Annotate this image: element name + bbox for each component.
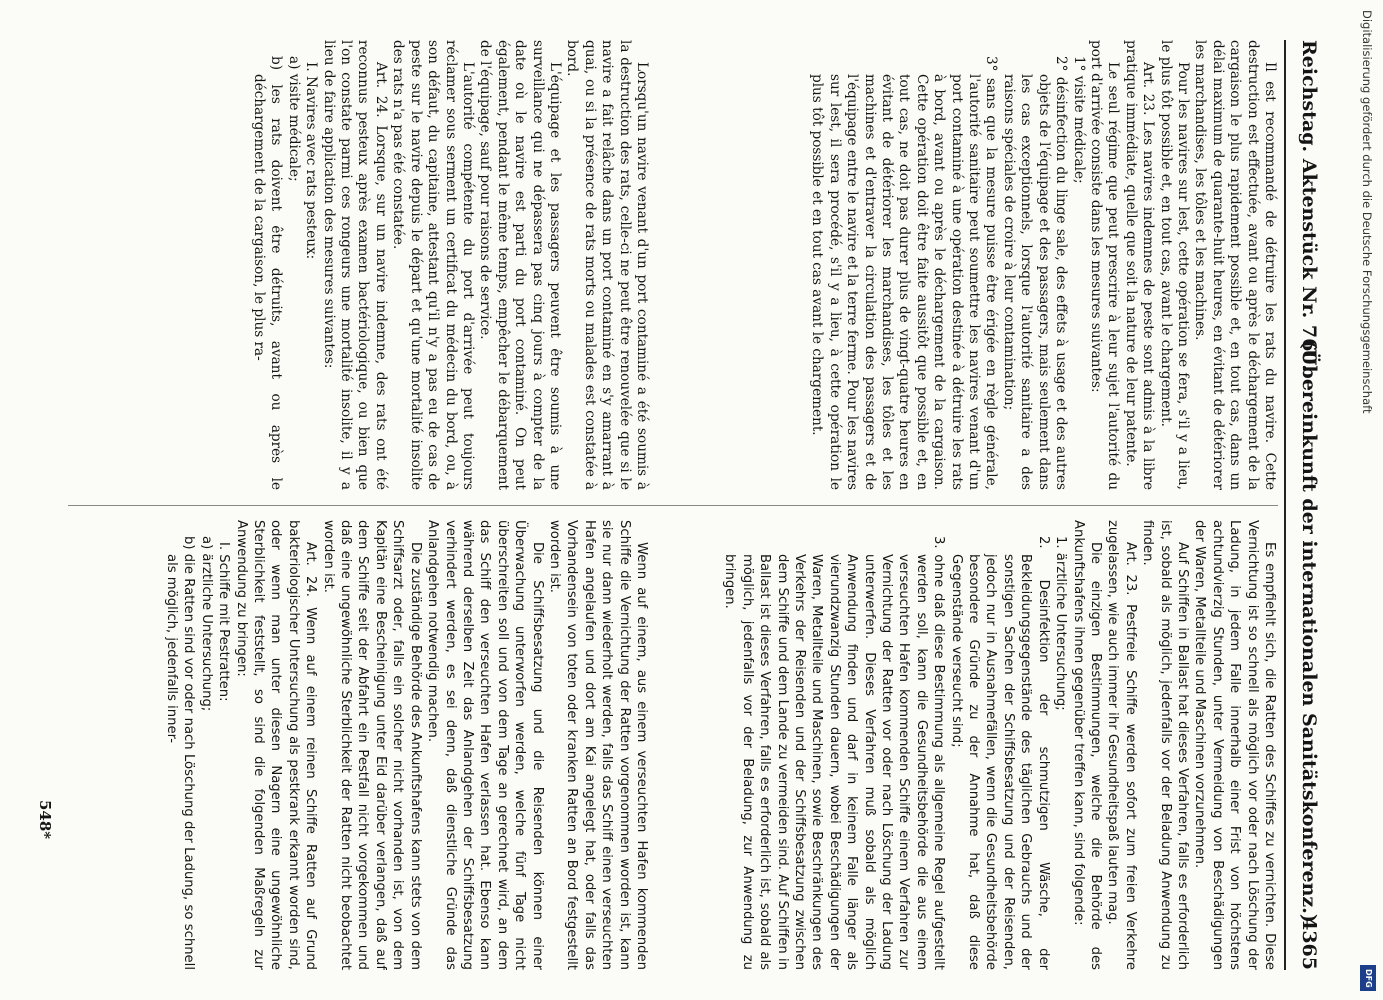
german-column-top	[658, 520, 1278, 970]
list-item: 2. Desinfektion der schmutzigen Wäsche, der Bekleidungsgegenstände des täglichen Gebrauchs und der sonstigen Sachen der Schiffsbesatzung und der Reisenden, jedoch nur in Ausnahmefällen, wenn die Gesundheitsbehörde besondere Gründe zu der Annahme hat, daß diese Gegenstände verseucht sind;	[948, 536, 1051, 970]
french-column-bottom	[60, 40, 650, 490]
paragraph: Es empfiehlt sich, die Ratten des Schiffes zu vernichten. Diese Vernichtung ist so schnell als möglich vor oder nach Löschung der Ladung, in jedem Falle innerhalb einer Frist von höchstens achtundvierzig Stunden, unter Vermeidung von Beschädigungen der Waren, Metallteile und Maschinen vorzunehmen.	[1192, 520, 1277, 970]
paragraph: Il est recommandé de détruire les rats du navire. Cette destruction est effectuée, avant ou après le déchargement de la cargaison le plus rapidement possible et, en tout cas, dans un délai maximum de quarante-huit heures, en évitant de détériorer les marchandises, les tôles et les machines.	[1192, 40, 1278, 490]
column-divider	[68, 505, 1278, 506]
signature-mark: 548*	[36, 800, 54, 840]
paragraph: Art. 24. Lorsque, sur un navire indemne, des rats ont été reconnus pesteux après examen bactériologique, ou bien que l'on constate parmi ces rongeurs une mortalité insolite, il y a lieu de faire application des mesures suivantes:	[320, 40, 389, 490]
list-item: 1° visite médicale;	[1070, 56, 1087, 184]
list-item: a) ärztliche Untersuchung;	[198, 536, 214, 712]
header-left: Reichstag. Aktenstück Nr. 760.	[1298, 40, 1320, 372]
paragraph: L'autorité compétente du port d'arrivée peut toujours réclamer sous serment un certificat du médecin du bord, ou, à son défaut, du capitaine, attestant qu'il n'y a pas eu de cas de peste sur le navire depuis le départ et qu'une mortalité insolite des rats n'a pas été constatée.	[390, 40, 476, 490]
paragraph: Le seul régime que peut prescrire à leur sujet l'autorité du port d'arrivée consiste dans les mesures suivantes:	[1087, 40, 1122, 490]
list-item: 3° sans que la mesure puisse être érigée en règle générale, l'autorité sanitaire peut soumettre les navires venant d'un port contaminé à une opération destinée à détruire les rats à bord, avant ou après le déchargement de la cargaison. Cette opération doit être faite aussitôt que possible et, en tout cas, ne doit pas durer plus de vingt-quatre heures en évitant de détériorer les marchandises, les tôles et les machines et d'entraver la circulation des passagers et de l'équipage entre le navire et la terre ferme. Pour les navires sur lest, il sera procédé, s'il y a lieu, à cette opération le plus tôt possible et en tout cas avant le chargement.	[809, 56, 1000, 490]
paragraph: Die einzigen Bestimmungen, welche die Behörde des Ankunftshafens ihnen gegenüber treffen kann, sind folgende:	[1070, 520, 1103, 970]
paragraph: Art. 24. Wenn auf einem reinen Schiffe Ratten auf Grund bakteriologischer Untersuchung als pestkrank erkannt worden sind, oder wenn man unter diesen Nagern eine ungewöhnliche Sterblichkeit feststellt, so sind die folgenden Maßregeln zur Anwendung zu bringen:	[233, 520, 319, 970]
paragraph: Art. 23. Les navires indemnes de peste sont admis à la libre pratique immédiate, quelle que soit la nature de leur patente.	[1122, 40, 1157, 490]
section-heading: I. Navires avec rats pesteux:	[303, 62, 320, 260]
list-item: a) visite médicale;	[285, 56, 302, 182]
paragraph: Die Schiffsbesatzung und die Reisenden können einer Überwachung unterworfen werden, welche fünf Tage nicht überschreiten soll und von dem Tage an gerechnet wird, an dem das Schiff den verseuchten Hafen verlassen hat. Ebenso kann während derselben Zeit das Anlandgehen der Schiffsbesatzung verhindert werden, es sei denn, daß dienstliche Gründe das Anlandgehen notwendig machen.	[425, 520, 545, 970]
french-column-top	[658, 40, 1278, 490]
paragraph: Lorsqu'un navire venant d'un port contaminé a été soumis à la destruction des rats, celle-ci ne peut être renouvelée que si le navire a fait relâche dans un port contaminé en s'y amarrant à quai, ou si la présence de rats morts ou malades est constatée à bord.	[564, 40, 650, 490]
page-header	[1288, 40, 1320, 970]
page-number: 4365	[1298, 917, 1320, 970]
list-item: 1. ärztliche Untersuchung;	[1053, 536, 1069, 711]
list-item: b) die Ratten sind vor oder nach Löschung der Ladung, so schnell als möglich, jedenfalls inner-	[164, 536, 197, 970]
digitization-credit: Digitalisierung gefördert durch die Deutsche Forschungsgemeinschaft	[1360, 10, 1374, 414]
list-item: 2° désinfection du linge sale, des effets à usage et des autres objets de l'équipage et des passagers, mais seulement dans les cas exceptionnels, lorsque l'autorité sanitaire a des raisons spéciales de croire à leur contamination;	[1000, 56, 1070, 490]
paragraph: Wenn auf einem, aus einem verseuchten Hafen kommenden Schiffe die Vernichtung der Ratten vorgenommen worden ist, kann sie nur dann wiederholt werden, falls das Schiff einen verseuchten Hafen angelaufen und dort am Kai angelegt hat, oder falls das Vorhandensein von toten oder kranken Ratten an Bord festgestellt worden ist.	[546, 520, 649, 970]
dfg-logo-icon: DFG	[1360, 965, 1376, 991]
paragraph: Pour les navires sur lest, cette opération se fera, s'il y a lieu, le plus tôt possible et, en tout cas, avant le chargement.	[1157, 40, 1191, 490]
list-item: 3. ohne daß diese Bestimmung als allgemeine Regel aufgestellt werden soll, kann die Gesundheitsbehörde die aus einem verseuchten Hafen kommenden Schiffe einem Verfahren zur Vernichtung der Ratten vor oder nach Löschung der Ladung unterwerfen. Dieses Verfahren muß sobald als möglich Anwendung finden und darf in keinem Falle länger als vierundzwanzig Stunden dauern, wobei Beschädigungen der Waren, Metallteile und Maschinen, sowie Beschränkungen des Verkehrs der Reisenden und der Schiffsbesatzung zwischen dem Schiffe und dem Lande zu vermeiden sind. Auf Schiffen in Ballast ist dieses Verfahren, falls es erforderlich ist, sobald als möglich, jedenfalls vor der Beladung, zur Anwendung zu bringen.	[722, 536, 947, 970]
paragraph: Art. 23. Pestfreie Schiffe werden sofort zum freien Verkehre zugelassen, wie auch immer ihr Gesundheitspaß lauten mag.	[1105, 520, 1138, 970]
list-item: b) les rats doivent être détruits, avant ou après le déchargement de la cargaison, le plus ra-	[251, 56, 285, 490]
paragraph: Die zuständige Behörde des Ankunftshafens kann stets von dem Schiffsarzt oder, falls ein solcher nicht vorhanden ist, von dem Kapitän eine Bescheinigung unter Eid darüber verlangen, daß auf dem Schiffe seit der Abfahrt ein Pestfall nicht vorgekommen und daß eine ungewöhnliche Sterblichkeit der Ratten nicht beobachtet worden ist.	[320, 520, 423, 970]
header-center: (Übereinkunft der internationalen Sanitätskonferenz.)	[1298, 340, 1320, 923]
paragraph: Auf Schiffen in Ballast hat dieses Verfahren, falls es erforderlich ist, sobald als möglich, jedenfalls vor der Beladung Anwendung zu finden.	[1140, 520, 1190, 970]
paragraph: L'équipage et les passagers peuvent être soumis à une surveillance qui ne dépassera pas cinq jours à compter de la date où le navire est parti du port contaminé. On peut également, pendant le même temps, empêcher le débarquement de l'équipage, sauf pour raisons de service.	[477, 40, 563, 490]
credit-strip	[1352, 10, 1382, 1000]
header-rule	[1284, 40, 1286, 970]
german-column-bottom	[60, 520, 650, 970]
section-heading: I. Schiffe mit Pestratten:	[216, 542, 232, 702]
